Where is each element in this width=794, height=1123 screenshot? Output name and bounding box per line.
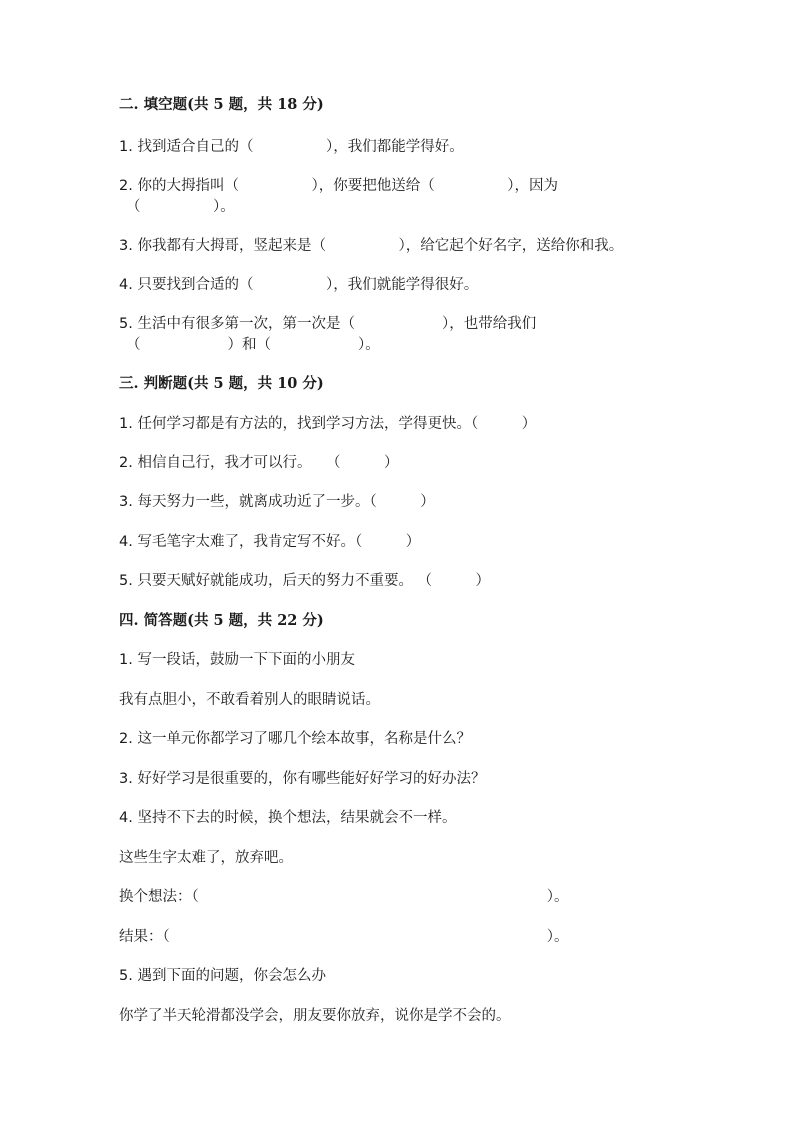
fill-blank-question-5: 5. 生活中有很多第一次，第一次是（ ），也带给我们 [119, 316, 537, 332]
fill-blank-question-3: 3. 你我都有大拇哥，竖起来是（ ），给它起个好名字，送给你和我。 [119, 238, 624, 254]
short-answer-question-5-prompt: 你学了半天轮滑都没学会，朋友要你放弃，说你是学不会的。 [119, 1008, 511, 1024]
fill-blank-question-2-continued: （ ）。 [126, 199, 235, 215]
true-false-question-4: 4. 写毛笔字太难了，我肯定写不好。（ ） [119, 534, 421, 550]
short-answer-question-3: 3. 好好学习是很重要的，你有哪些能好好学习的好办法？ [119, 771, 486, 787]
section-heading-short-answer: 四. 简答题(共 5 题，共 22 分) [119, 612, 324, 629]
fill-blank-question-5-continued: （ ）和（ ）。 [126, 337, 380, 353]
short-answer-question-1-prompt: 我有点胆小，不敢看着别人的眼睛说话。 [119, 692, 380, 708]
short-answer-question-5: 5. 遇到下面的问题，你会怎么办 [119, 968, 326, 984]
true-false-question-5: 5. 只要天赋好就能成功，后天的努力不重要。 （ ） [119, 573, 491, 589]
short-answer-question-1: 1. 写一段话，鼓励一下下面的小朋友 [119, 652, 355, 668]
short-answer-question-2: 2. 这一单元你都学习了哪几个绘本故事，名称是什么？ [119, 731, 471, 747]
section-heading-true-false: 三. 判断题(共 5 题，共 10 分) [119, 375, 324, 392]
short-answer-question-4-change-idea: 换个想法：（ ）。 [119, 889, 569, 905]
short-answer-question-4-result: 结果：（ ）。 [119, 929, 569, 945]
section-heading-fill-blank: 二. 填空题(共 5 题，共 18 分) [119, 96, 324, 113]
fill-blank-question-2: 2. 你的大拇指叫（ ），你要把他送给（ ），因为 [119, 178, 558, 194]
fill-blank-question-1: 1. 找到适合自己的（ ），我们都能学得好。 [119, 139, 464, 155]
short-answer-question-4: 4. 坚持不下去的时候，换个想法，结果就会不一样。 [119, 810, 457, 826]
short-answer-question-4-prompt: 这些生字太难了，放弃吧。 [119, 850, 293, 866]
true-false-question-2: 2. 相信自己行，我才可以行。 （ ） [119, 455, 399, 471]
true-false-question-1: 1. 任何学习都是有方法的，找到学习方法，学得更快。（ ） [119, 416, 537, 432]
true-false-question-3: 3. 每天努力一些，就离成功近了一步。（ ） [119, 494, 435, 510]
fill-blank-question-4: 4. 只要找到合适的（ ），我们就能学得很好。 [119, 277, 479, 293]
